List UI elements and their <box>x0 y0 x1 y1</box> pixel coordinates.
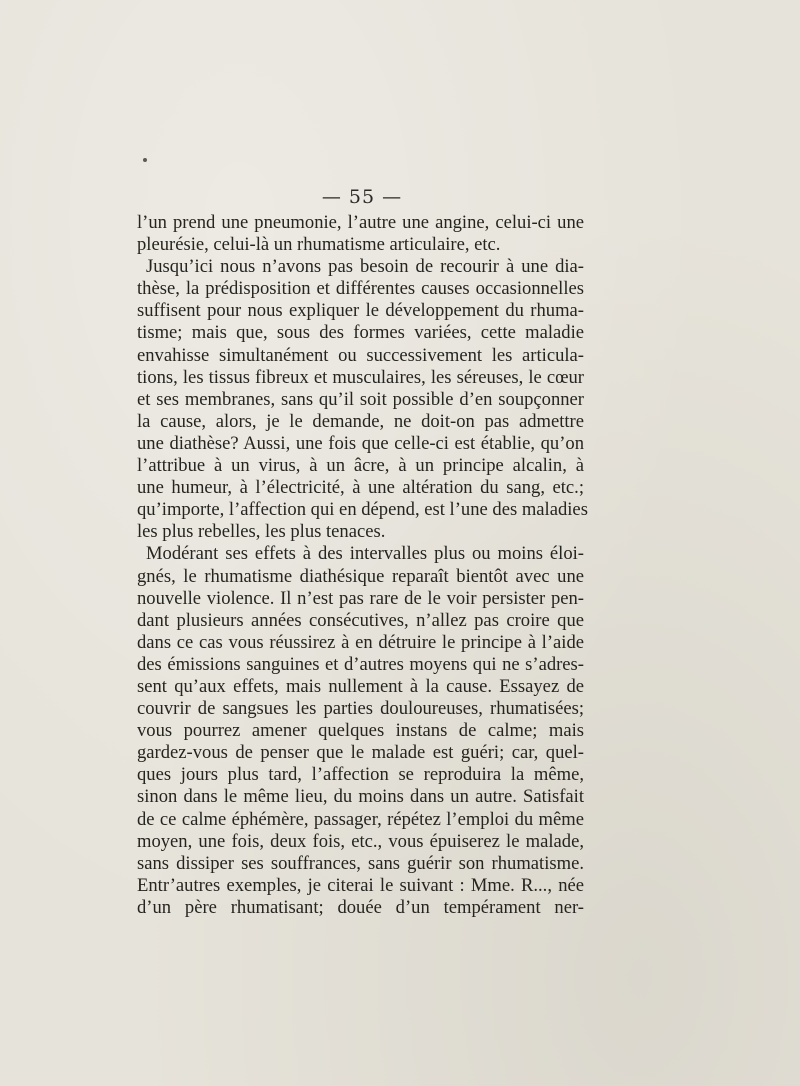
text-line: couvrir de sangsues les parties douloureuses, rhumatisées; <box>137 698 584 720</box>
page-number: — 55 — <box>321 186 403 208</box>
text-line: moyen, une fois, deux fois, etc., vous épuiserez le malade, <box>137 830 584 852</box>
text-line: vous pourrez amener quelques instans de calme; mais <box>137 720 584 742</box>
text-line: sinon dans le même lieu, du moins dans un autre. Satisfait <box>137 786 584 808</box>
text-line: sans dissiper ses souffrances, sans guérir son rhumatisme. <box>137 852 584 874</box>
text-line: des émissions sanguines et d’autres moyens qui ne s’adres- <box>137 653 584 675</box>
text-line: la cause, alors, je le demande, ne doit-on pas admettre <box>137 410 584 432</box>
text-line: ques jours plus tard, l’affection se reproduira la même, <box>137 764 584 786</box>
text-line: pleurésie, celui-là un rhumatisme articulaire, etc. <box>137 234 501 256</box>
text-line: une diathèse? Aussi, une fois que celle-ci est établie, qu’on <box>137 432 584 454</box>
text-line: gnés, le rhumatisme diathésique reparaît bientôt avec une <box>137 565 584 587</box>
text-line: d’un père rhumatisant; douée d’un tempérament ner- <box>137 896 584 918</box>
text-line: qu’importe, l’affection qui en dépend, est l’une des maladies <box>137 499 588 521</box>
text-line: suffisent pour nous expliquer le développement du rhuma- <box>137 300 584 322</box>
text-line: tions, les tissus fibreux et musculaires, les séreuses, le cœur <box>137 366 584 388</box>
text-line: l’attribue à un virus, à un âcre, à un principe alcalin, à <box>137 455 584 477</box>
ink-speck <box>143 158 147 162</box>
text-line: Jusqu’ici nous n’avons pas besoin de recourir à une dia- <box>146 256 584 278</box>
body-text <box>137 212 588 919</box>
text-line: les plus rebelles, les plus tenaces. <box>137 521 386 543</box>
text-line: une humeur, à l’électricité, à une altération du sang, etc.; <box>137 477 584 499</box>
text-line: dans ce cas vous réussirez à en détruire le principe à l’aide <box>137 631 584 653</box>
text-line: Modérant ses effets à des intervalles plus ou moins éloi- <box>146 543 584 565</box>
text-line: l’un prend une pneumonie, l’autre une angine, celui-ci une <box>137 212 584 233</box>
text-line: et ses membranes, sans qu’il soit possible d’en soupçonner <box>137 388 584 410</box>
text-line: gardez-vous de penser que le malade est guéri; car, quel- <box>137 742 584 764</box>
text-line: tisme; mais que, sous des formes variées, cette maladie <box>137 322 584 344</box>
text-line: de ce calme éphémère, passager, répétez l’emploi du même <box>137 808 584 830</box>
text-line: Entr’autres exemples, je citerai le suivant : Mme. R..., née <box>137 874 584 896</box>
text-line: sent qu’aux effets, mais nullement à la cause. Essayez de <box>137 675 584 697</box>
text-line: thèse, la prédisposition et différentes causes occasionnelles <box>137 278 584 300</box>
text-line: nouvelle violence. Il n’est pas rare de le voir persister pen- <box>137 587 584 609</box>
text-line: dant plusieurs années consécutives, n’allez pas croire que <box>137 609 584 631</box>
text-line: envahisse simultanément ou successivement les articula- <box>137 344 584 366</box>
